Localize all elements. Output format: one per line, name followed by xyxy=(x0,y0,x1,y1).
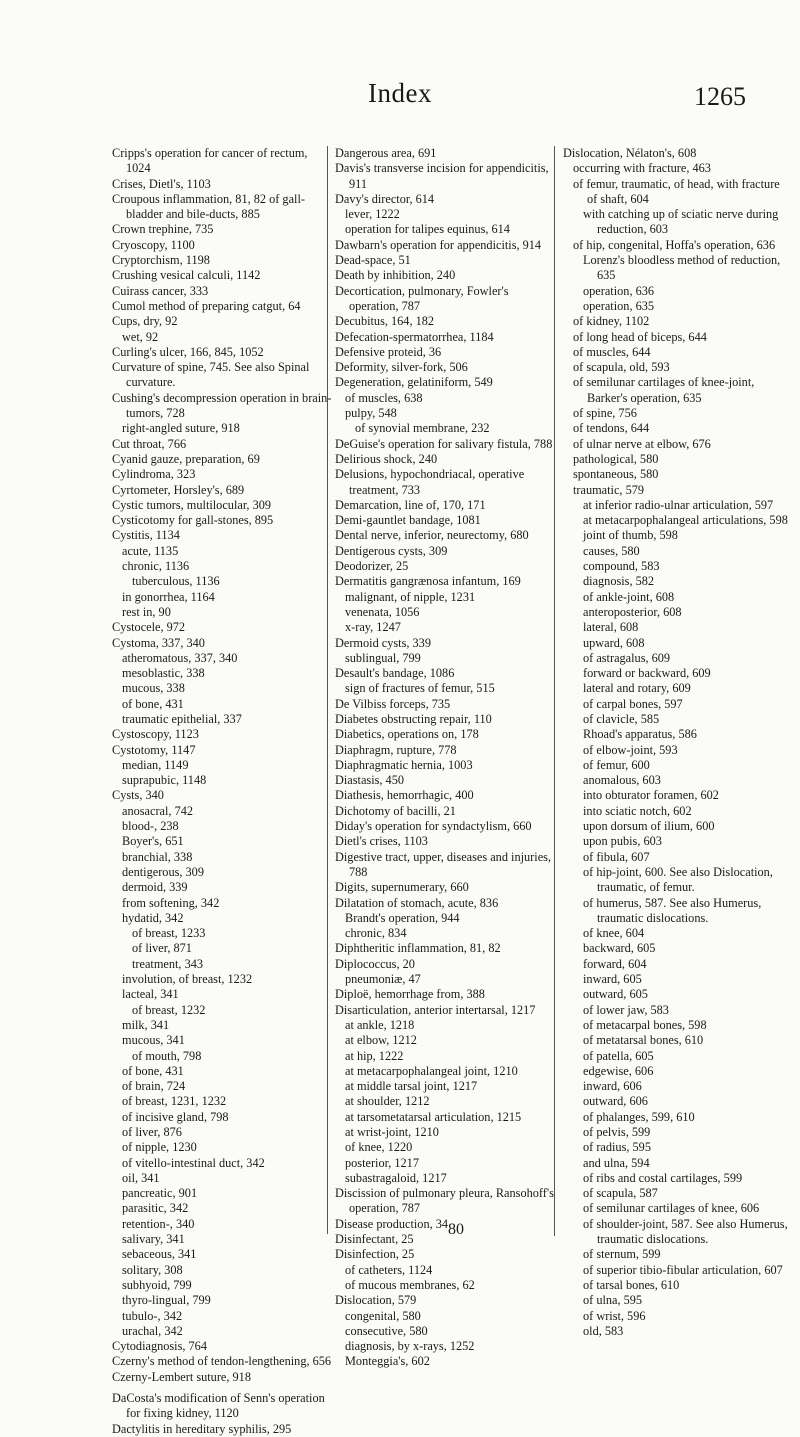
index-entry: into sciatic notch, 602 xyxy=(583,803,692,818)
index-entry: upon dorsum of ilium, 600 xyxy=(583,819,715,834)
index-entry: of metatarsal bones, 610 xyxy=(583,1033,704,1048)
index-entry: x-ray, 1247 xyxy=(345,620,401,635)
index-entry: Lorenz's bloodless method of reduction, 635 xyxy=(583,253,781,283)
index-entry: Crushing vesical calculi, 1142 xyxy=(112,268,261,283)
index-entry: Cripps's operation for cancer of rectum, 1024 xyxy=(112,146,308,176)
index-entry: Demarcation, line of, 170, 171 xyxy=(335,497,486,512)
index-entry: thyro-lingual, 799 xyxy=(122,1293,211,1308)
index-entry: mucous, 338 xyxy=(122,681,185,696)
index-entry: of superior tibio-fibular articulation, 607 xyxy=(583,1262,783,1277)
index-entry: Discission of pulmonary pleura, Ransohoff's operation, 787 xyxy=(335,1186,554,1216)
index-entry: Disease production, 34 xyxy=(335,1216,449,1231)
index-entry: traumatic epithelial, 337 xyxy=(122,711,242,726)
index-entry: treatment, 343 xyxy=(132,956,204,971)
index-entry: of muscles, 644 xyxy=(573,344,651,359)
index-entry: at elbow, 1212 xyxy=(345,1033,417,1048)
index-entry: of kidney, 1102 xyxy=(573,314,650,329)
index-entry: sublingual, 799 xyxy=(345,650,421,665)
index-entry: Cuirass cancer, 333 xyxy=(112,283,209,298)
index-entry: venenata, 1056 xyxy=(345,604,420,619)
index-entry: Diday's operation for syndactylism, 660 xyxy=(335,819,532,834)
index-entry: DaCosta's modification of Senn's operation for fixing kidney, 1120 xyxy=(112,1391,325,1421)
index-entry: of sternum, 599 xyxy=(583,1247,661,1262)
index-entry: at metacarpophalangeal articulations, 598 xyxy=(583,513,788,528)
index-entry: from softening, 342 xyxy=(122,895,220,910)
index-entry: of tarsal bones, 610 xyxy=(583,1277,680,1292)
index-entry: Brandt's operation, 944 xyxy=(345,910,460,925)
index-entry: of shoulder-joint, 587. See also Humerus, traumatic dislocations. xyxy=(583,1216,788,1247)
index-entry: Dentigerous cysts, 309 xyxy=(335,543,448,558)
index-entry: Diathesis, hemorrhagic, 400 xyxy=(335,788,474,803)
index-entry: Delirious shock, 240 xyxy=(335,451,438,466)
index-entry: pathological, 580 xyxy=(573,451,659,466)
index-entry: posterior, 1217 xyxy=(345,1155,419,1170)
index-entry: median, 1149 xyxy=(122,757,189,772)
index-entry: subhyoid, 799 xyxy=(122,1277,192,1292)
index-entry: of mouth, 798 xyxy=(132,1048,202,1063)
index-entry: Disinfectant, 25 xyxy=(335,1232,414,1247)
index-entry: of nipple, 1230 xyxy=(122,1140,197,1155)
index-entry: edgewise, 606 xyxy=(583,1063,654,1078)
index-entry: Dangerous area, 691 xyxy=(335,146,437,160)
index-entry: of liver, 876 xyxy=(122,1125,182,1139)
index-entry: Cystic tumors, multilocular, 309 xyxy=(112,497,272,512)
index-entry: old, 583 xyxy=(583,1323,624,1338)
index-entry: Death by inhibition, 240 xyxy=(335,268,456,283)
index-entry: Cups, dry, 92 xyxy=(112,314,178,329)
index-entry: Davis's transverse incision for appendicitis, 911 xyxy=(335,161,549,191)
index-entry: Cushing's decompression operation in brain-tumors, 728 xyxy=(112,390,332,421)
index-entry: of radius, 595 xyxy=(583,1140,651,1155)
index-entry: outward, 606 xyxy=(583,1094,648,1109)
index-entry: inward, 606 xyxy=(583,1079,642,1094)
index-entry: Czerny's method of tendon-lengthening, 656 xyxy=(112,1354,332,1369)
index-entry: Cystocele, 972 xyxy=(112,620,186,635)
index-entry: mesoblastic, 338 xyxy=(122,666,205,681)
index-entry: Cut throat, 766 xyxy=(112,436,187,451)
index-entry: and ulna, 594 xyxy=(583,1155,650,1170)
index-entry: anteroposterior, 608 xyxy=(583,604,682,619)
index-entry: salivary, 341 xyxy=(122,1232,185,1247)
index-entry: pulpy, 548 xyxy=(345,406,397,421)
index-entry: Diphtheritic inflammation, 81, 82 xyxy=(335,941,501,956)
index-entry: of breast, 1231, 1232 xyxy=(122,1094,227,1109)
index-entry: congenital, 580 xyxy=(345,1308,421,1323)
index-entry: Cyanid gauze, preparation, 69 xyxy=(112,451,260,466)
index-entry: Curvature of spine, 745. See also Spinal curvature. xyxy=(112,360,310,390)
index-entry: Czerny-Lembert suture, 918 xyxy=(112,1369,251,1384)
index-entry: Digits, supernumerary, 660 xyxy=(335,880,469,895)
index-entry: of lower jaw, 583 xyxy=(583,1002,669,1017)
index-entry: hydatid, 342 xyxy=(122,910,184,925)
index-entry: pneumoniæ, 47 xyxy=(345,972,421,987)
index-entry: oil, 341 xyxy=(122,1170,160,1185)
index-entry: Diabetics, operations on, 178 xyxy=(335,727,479,742)
index-entry: of knee, 1220 xyxy=(345,1140,413,1155)
index-entry: urachal, 342 xyxy=(122,1323,183,1338)
index-entry: of semilunar cartilages of knee-joint, Barker's operation, 635 xyxy=(573,375,755,405)
index-entry: rest in, 90 xyxy=(122,604,171,619)
index-entry: upon pubis, 603 xyxy=(583,834,662,849)
index-entry: Disarticulation, anterior intertarsal, 1217 xyxy=(335,1002,536,1017)
index-entry: right-angled suture, 918 xyxy=(122,421,240,436)
index-entry: malignant, of nipple, 1231 xyxy=(345,589,476,604)
index-entry: of patella, 605 xyxy=(583,1048,654,1063)
index-entry: Decubitus, 164, 182 xyxy=(335,314,435,329)
index-entry: into obturator foramen, 602 xyxy=(583,788,719,803)
index-entry: operation, 635 xyxy=(583,298,655,313)
index-entry: Cystoscopy, 1123 xyxy=(112,727,199,742)
index-entry: dermoid, 339 xyxy=(122,880,188,895)
index-entry: Davy's director, 614 xyxy=(335,191,435,206)
index-entry: suprapubic, 1148 xyxy=(122,773,207,788)
index-entry: atheromatous, 337, 340 xyxy=(122,650,238,665)
index-entry: blood-, 238 xyxy=(122,819,179,834)
index-entry: Dead-space, 51 xyxy=(335,253,411,268)
index-entry: of bone, 431 xyxy=(122,1063,184,1078)
index-entry: Cumol method of preparing catgut, 64 xyxy=(112,298,301,313)
index-entry: at metacarpophalangeal joint, 1210 xyxy=(345,1063,518,1078)
index-entry: of carpal bones, 597 xyxy=(583,696,683,711)
index-entry: traumatic, 579 xyxy=(573,482,645,497)
index-entry: Diplococcus, 20 xyxy=(335,956,415,971)
index-entry: Decortication, pulmonary, Fowler's operation, 787 xyxy=(335,283,509,313)
index-entry: of incisive gland, 798 xyxy=(122,1109,229,1124)
index-entry: consecutive, 580 xyxy=(345,1323,428,1338)
index-entry: of mucous membranes, 62 xyxy=(345,1277,475,1292)
index-entry: lever, 1222 xyxy=(345,207,400,222)
index-entry: Degeneration, gelatiniform, 549 xyxy=(335,375,493,390)
index-entry: of ulnar nerve at elbow, 676 xyxy=(573,436,711,451)
index-entry: at wrist-joint, 1210 xyxy=(345,1125,439,1139)
page-number: 1265 xyxy=(694,82,746,111)
index-entry: sebaceous, 341 xyxy=(122,1247,197,1262)
index-entry: Rhoad's apparatus, 586 xyxy=(583,727,697,742)
index-entry: pancreatic, 901 xyxy=(122,1186,198,1201)
index-entry: chronic, 1136 xyxy=(122,559,190,574)
index-entry: Dermatitis gangrænosa infantum, 169 xyxy=(335,574,521,589)
index-entry: Cytodiagnosis, 764 xyxy=(112,1339,207,1354)
index-entry: lateral and rotary, 609 xyxy=(583,681,691,696)
index-entry: of femur, traumatic, of head, with fracture of shaft, 604 xyxy=(573,176,780,206)
index-entry: Dental nerve, inferior, neurectomy, 680 xyxy=(335,528,529,543)
index-column-1 xyxy=(112,146,332,1437)
index-entry: Cylindroma, 323 xyxy=(112,467,196,482)
index-entry: of femur, 600 xyxy=(583,757,650,772)
index-entry: of clavicle, 585 xyxy=(583,711,660,726)
index-entry: of hip-joint, 600. See also Dislocation, traumatic, of femur. xyxy=(583,864,773,895)
index-entry: of long head of biceps, 644 xyxy=(573,329,707,344)
index-entry: Monteggia's, 602 xyxy=(345,1354,430,1369)
index-entry: Digestive tract, upper, diseases and injuries, 788 xyxy=(335,849,552,879)
index-entry: Cystitis, 1134 xyxy=(112,528,180,543)
index-entry: of humerus, 587. See also Humerus, traumatic dislocations. xyxy=(583,895,762,925)
index-entry: DeGuise's operation for salivary fistula, 788 xyxy=(335,436,553,451)
index-entry: lacteal, 341 xyxy=(122,987,179,1002)
index-entry: Deodorizer, 25 xyxy=(335,559,409,574)
index-entry: Boyer's, 651 xyxy=(122,834,184,849)
index-entry: Delusions, hypochondriacal, operative treatment, 733 xyxy=(335,467,525,497)
index-entry: inward, 605 xyxy=(583,972,642,987)
index-entry: of pelvis, 599 xyxy=(583,1125,651,1139)
index-entry: forward, 604 xyxy=(583,956,647,971)
index-entry: of ankle-joint, 608 xyxy=(583,589,675,604)
index-entry: solitary, 308 xyxy=(122,1262,183,1277)
index-entry: Crises, Dietl's, 1103 xyxy=(112,176,211,191)
index-entry: Crown trephine, 735 xyxy=(112,222,214,237)
index-entry: anosacral, 742 xyxy=(122,803,194,818)
index-entry: occurring with fracture, 463 xyxy=(573,161,711,176)
index-entry: joint of thumb, 598 xyxy=(583,528,678,543)
index-entry: subastragaloid, 1217 xyxy=(345,1170,447,1185)
index-entry: of semilunar cartilages of knee, 606 xyxy=(583,1201,760,1216)
index-entry: at shoulder, 1212 xyxy=(345,1094,430,1109)
index-entry: of tendons, 644 xyxy=(573,421,650,436)
index-entry: wet, 92 xyxy=(122,329,159,344)
index-entry: at inferior radio-ulnar articulation, 597 xyxy=(583,497,774,512)
index-entry: Desault's bandage, 1086 xyxy=(335,666,455,681)
index-entry: Dilatation of stomach, acute, 836 xyxy=(335,895,499,910)
index-entry: mucous, 341 xyxy=(122,1033,185,1048)
index-entry: Dislocation, Nélaton's, 608 xyxy=(563,146,697,160)
index-entry: Cryptorchism, 1198 xyxy=(112,253,210,268)
index-entry: Dermoid cysts, 339 xyxy=(335,635,431,650)
index-entry: Dietl's crises, 1103 xyxy=(335,834,428,849)
index-entry: Diploë, hemorrhage from, 388 xyxy=(335,987,485,1002)
index-entry: of scapula, 587 xyxy=(583,1186,658,1201)
index-entry: forward or backward, 609 xyxy=(583,666,711,681)
index-entry: Demi-gauntlet bandage, 1081 xyxy=(335,513,481,528)
index-entry: in gonorrhea, 1164 xyxy=(122,589,215,604)
index-entry: Diaphragmatic hernia, 1003 xyxy=(335,757,473,772)
index-entry: of elbow-joint, 593 xyxy=(583,742,678,757)
index-entry: Cysts, 340 xyxy=(112,788,164,803)
index-entry: Dichotomy of bacilli, 21 xyxy=(335,803,456,818)
index-column-2 xyxy=(335,146,559,1370)
index-entry: Cysticotomy for gall-stones, 895 xyxy=(112,513,274,528)
index-entry: upward, 608 xyxy=(583,635,645,650)
index-entry: diagnosis, by x-rays, 1252 xyxy=(345,1339,475,1354)
index-entry: branchial, 338 xyxy=(122,849,193,864)
index-entry: Diastasis, 450 xyxy=(335,773,404,788)
index-entry: spontaneous, 580 xyxy=(573,467,659,482)
index-entry: at middle tarsal joint, 1217 xyxy=(345,1079,478,1094)
index-entry: Dawbarn's operation for appendicitis, 914 xyxy=(335,237,542,252)
index-entry: Disinfection, 25 xyxy=(335,1247,415,1262)
index-entry: Defensive proteid, 36 xyxy=(335,344,442,359)
index-entry: De Vilbiss forceps, 735 xyxy=(335,696,451,711)
index-entry: of fibula, 607 xyxy=(583,849,650,864)
index-entry: involution, of breast, 1232 xyxy=(122,972,253,987)
index-entry: acute, 1135 xyxy=(122,543,179,558)
index-entry: outward, 605 xyxy=(583,987,648,1002)
index-entry: of liver, 871 xyxy=(132,941,192,956)
index-entry: diagnosis, 582 xyxy=(583,574,655,589)
index-entry: Diabetes obstructing repair, 110 xyxy=(335,711,492,726)
index-entry: milk, 341 xyxy=(122,1017,170,1032)
index-entry: of synovial membrane, 232 xyxy=(355,421,490,436)
index-entry: with catching up of sciatic nerve during reduction, 603 xyxy=(583,207,779,237)
index-entry: sign of fractures of femur, 515 xyxy=(345,681,495,696)
index-entry: tuberculous, 1136 xyxy=(132,574,220,589)
index-entry: Dactylitis in hereditary syphilis, 295 xyxy=(112,1421,292,1436)
index-entry: of knee, 604 xyxy=(583,926,645,941)
index-entry: lateral, 608 xyxy=(583,620,639,635)
signature-folio: 80 xyxy=(448,1221,464,1238)
index-entry: of wrist, 596 xyxy=(583,1308,646,1323)
index-entry: Cryoscopy, 1100 xyxy=(112,237,195,252)
index-entry: of hip, congenital, Hoffa's operation, 636 xyxy=(573,237,776,252)
page-title: Index xyxy=(368,78,432,108)
index-entry: of spine, 756 xyxy=(573,406,637,421)
index-entry: compound, 583 xyxy=(583,559,660,574)
index-entry: Deformity, silver-fork, 506 xyxy=(335,360,468,375)
index-entry: of muscles, 638 xyxy=(345,390,423,405)
index-entry: of brain, 724 xyxy=(122,1079,186,1094)
index-entry: at tarsometatarsal articulation, 1215 xyxy=(345,1109,522,1124)
index-entry: tubulo-, 342 xyxy=(122,1308,183,1323)
index-entry: of catheters, 1124 xyxy=(345,1262,433,1277)
index-entry: parasitic, 342 xyxy=(122,1201,189,1216)
index-entry: operation for talipes equinus, 614 xyxy=(345,222,510,237)
index-entry: backward, 605 xyxy=(583,941,656,956)
index-entry: Cystoma, 337, 340 xyxy=(112,635,205,650)
index-entry: Croupous inflammation, 81, 82 of gall-bladder and bile-ducts, 885 xyxy=(112,191,305,222)
index-entry: Curling's ulcer, 166, 845, 1052 xyxy=(112,344,264,359)
index-entry: operation, 636 xyxy=(583,283,655,298)
index-entry: of scapula, old, 593 xyxy=(573,360,670,375)
index-entry: causes, 580 xyxy=(583,543,640,558)
index-entry: anomalous, 603 xyxy=(583,773,661,788)
index-entry: of breast, 1233 xyxy=(132,926,206,941)
index-entry: of ribs and costal cartilages, 599 xyxy=(583,1170,743,1185)
index-entry: chronic, 834 xyxy=(345,926,407,941)
index-entry: of breast, 1232 xyxy=(132,1002,206,1017)
index-entry: Defecation-spermatorrhea, 1184 xyxy=(335,329,494,344)
index-column-3 xyxy=(563,146,789,1339)
index-entry: of ulna, 595 xyxy=(583,1293,643,1308)
index-entry: Cyrtometer, Horsley's, 689 xyxy=(112,482,245,497)
index-entry: of vitello-intestinal duct, 342 xyxy=(122,1155,265,1170)
index-entry: Diaphragm, rupture, 778 xyxy=(335,742,457,757)
index-entry: Dislocation, 579 xyxy=(335,1293,417,1308)
index-entry: retention-, 340 xyxy=(122,1216,195,1231)
index-entry: at hip, 1222 xyxy=(345,1048,404,1063)
index-entry: of astragalus, 609 xyxy=(583,650,671,665)
index-entry: dentigerous, 309 xyxy=(122,864,204,879)
index-entry: of metacarpal bones, 598 xyxy=(583,1017,707,1032)
index-entry: Cystotomy, 1147 xyxy=(112,742,196,757)
index-entry: at ankle, 1218 xyxy=(345,1017,415,1032)
index-entry: of bone, 431 xyxy=(122,696,184,711)
index-entry: of phalanges, 599, 610 xyxy=(583,1109,695,1124)
